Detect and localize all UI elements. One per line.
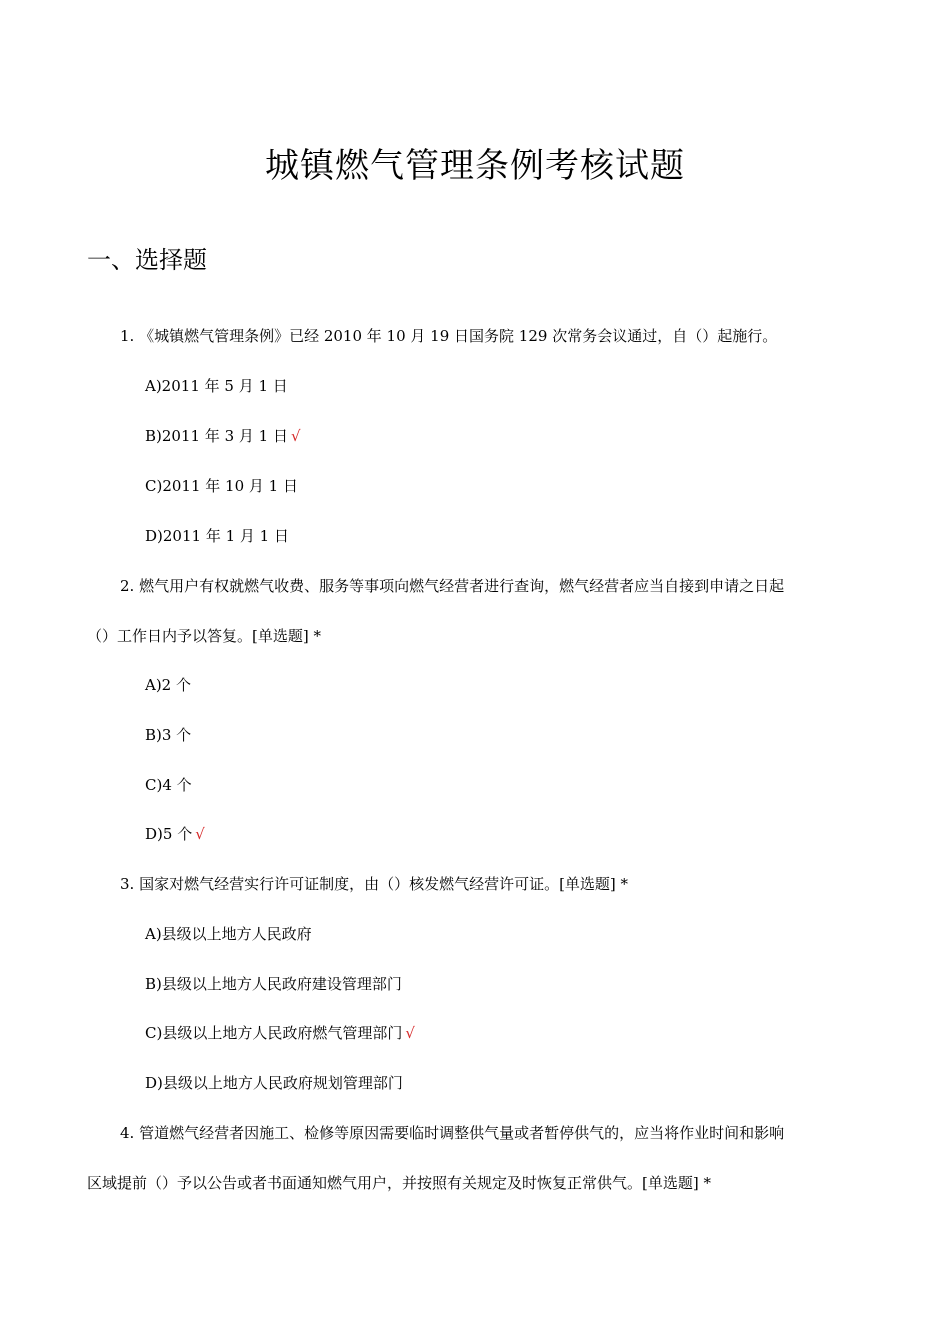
option-3a [145, 924, 312, 944]
option-text: C)2011 年 10 月 1 日 [145, 477, 298, 495]
check-mark-icon: √ [290, 427, 301, 445]
option-text: A)县级以上地方人民政府 [145, 925, 312, 943]
option-1a [145, 376, 288, 396]
option-text: B)3 个 [145, 726, 192, 744]
page-title: 城镇燃气管理条例考核试题 [265, 146, 685, 186]
option-text: D)5 个 [145, 825, 193, 843]
question-4-continuation: 区域提前（）予以公告或者书面通知燃气用户，并按照有关规定及时恢复正常供气。[单选题] * [87, 1174, 711, 1192]
question-2-continuation: （）工作日内予以答复。[单选题] * [87, 627, 321, 645]
option-text: C)4 个 [145, 776, 192, 794]
option-1d [145, 526, 289, 546]
option-1c [145, 476, 298, 496]
option-text: B)县级以上地方人民政府建设管理部门 [145, 975, 402, 993]
section-heading: 一、选择题 [87, 246, 207, 274]
option-1b [145, 426, 301, 446]
option-2b [145, 725, 191, 745]
question-4: 4. 管道燃气经营者因施工、检修等原因需要临时调整供气量或者暂停供气的，应当将作业时间和影响 [120, 1124, 785, 1142]
question-2: 2. 燃气用户有权就燃气收费、服务等事项向燃气经营者进行查询，燃气经营者应当自接到申请之日起 [120, 577, 785, 595]
option-text: B)2011 年 3 月 1 日 [145, 427, 288, 445]
option-3b [145, 974, 402, 994]
option-2c [145, 775, 192, 795]
option-text: D)2011 年 1 月 1 日 [145, 527, 289, 545]
option-text: A)2011 年 5 月 1 日 [145, 377, 288, 395]
check-mark-icon: √ [195, 825, 205, 843]
option-2a [145, 675, 191, 695]
option-text: C)县级以上地方人民政府燃气管理部门 [145, 1024, 403, 1042]
option-text: D)县级以上地方人民政府规划管理部门 [145, 1074, 403, 1092]
option-2d [145, 824, 205, 844]
question-3: 3. 国家对燃气经营实行许可证制度，由（）核发燃气经营许可证。[单选题] * [120, 875, 629, 893]
option-text: A)2 个 [145, 676, 191, 694]
option-3c [145, 1023, 415, 1043]
check-mark-icon: √ [405, 1024, 415, 1042]
question-1: 1. 《城镇燃气管理条例》已经 2010 年 10 月 19 日国务院 129 次常务会议通过，自（）起施行。 [120, 327, 778, 345]
option-3d [145, 1073, 403, 1093]
